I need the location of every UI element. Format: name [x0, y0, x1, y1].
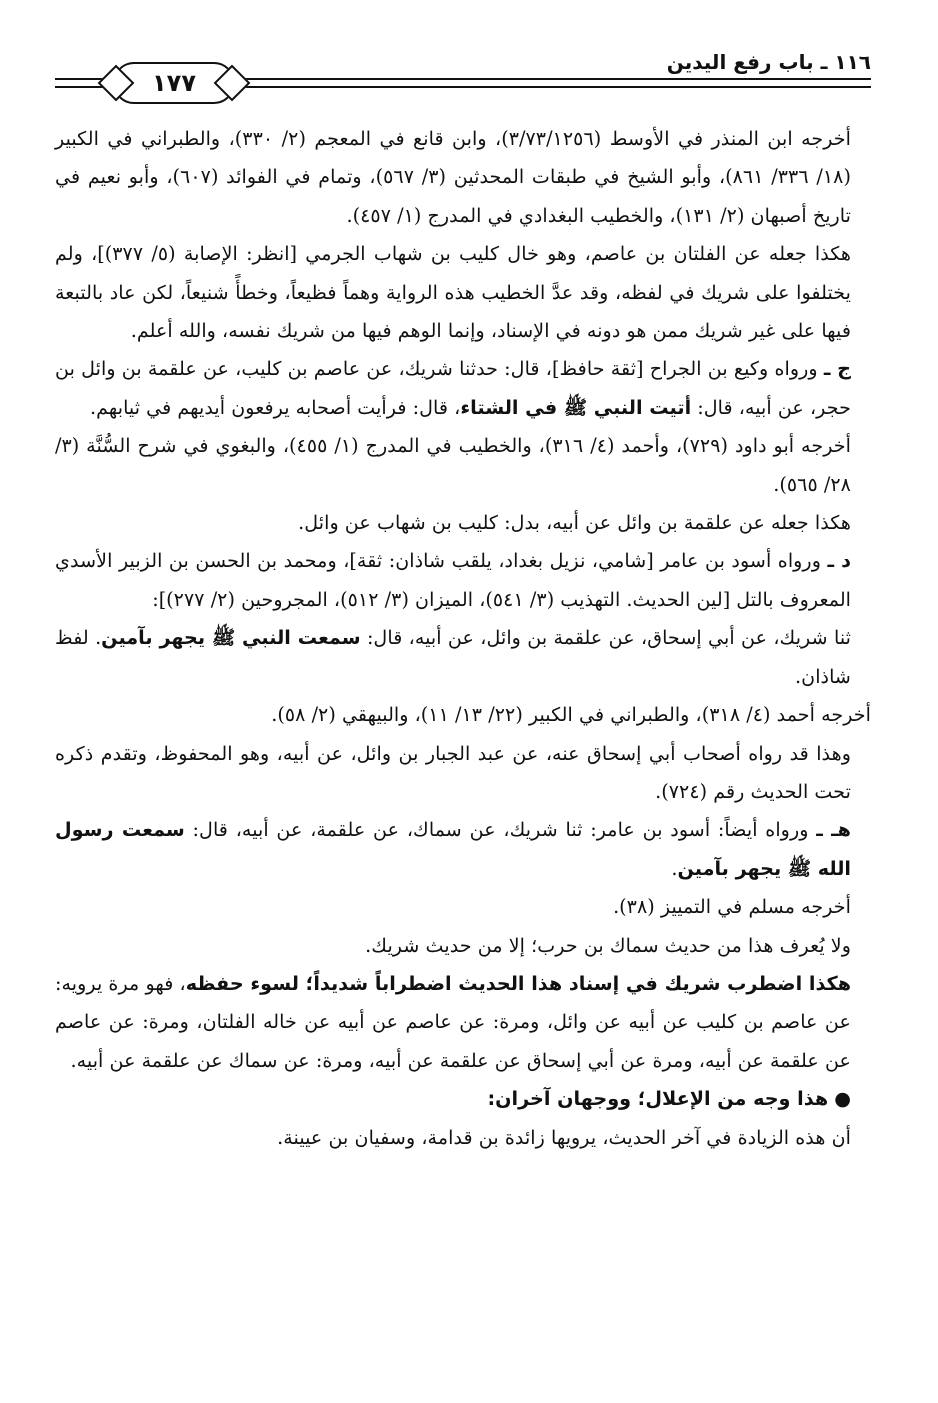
- paragraph: [55, 542, 871, 619]
- paragraph: أخرجه مسلم في التمييز (٣٨).: [613, 895, 851, 919]
- paragraph-text: ، قال: فرأيت أصحابه يرفعون أيديهم في ثيابهم.: [90, 395, 461, 419]
- hadith-quote: سمعت رسول الله ﷺ يجهر بآمين: [55, 818, 851, 880]
- paragraph-text: ورواه أيضاً: أسود بن عامر: ثنا شريك، عن سماك، عن علقمة، عن أبيه، قال:: [184, 818, 809, 842]
- paragraph: [55, 619, 871, 696]
- paragraph: أخرجه أحمد (٤/ ٣١٨)، والطبراني في الكبير (٢٢/ ١٣/ ١١)، والبيهقي (٢/ ٥٨).: [271, 703, 871, 727]
- paragraph: ولا يُعرف هذا من حديث سماك بن حرب؛ إلا من حديث شريك.: [365, 933, 851, 957]
- page-number-badge: [113, 62, 235, 104]
- paragraph-text: ثنا شريك، عن أبي إسحاق، عن علقمة بن وائل، عن أبيه، قال:: [360, 626, 851, 650]
- paragraph: هكذا جعله عن علقمة بن وائل عن أبيه، بدل: كليب بن شهاب عن وائل.: [298, 511, 851, 535]
- emphasis-text: هكذا اضطرب شريك في إسناد هذا الحديث اضطراباً شديداً؛ لسوء حفظه: [185, 971, 852, 995]
- section-letter: هـ ـ: [816, 818, 851, 842]
- paragraph: [55, 965, 871, 1080]
- paragraph: أخرجه ابن المنذر في الأوسط (٣/٧٣/١٢٥٦)، وابن قانع في المعجم (٢/ ٣٣٠)، والطبراني في الكبير (١٨/ ٣٣٦/ ٨٦١)، وأبو الشيخ في طبقات المحدثين (٣/ ٥٦٧)، وتمام في الفوائد (٦٠٧)، وأبو نعيم في تاريخ أصبهان (٢/ ١٣١)، والخطيب البغدادي في المدرج (١/ ٤٥٧).: [55, 127, 851, 227]
- paragraph: أن هذه الزيادة في آخر الحديث، يرويها زائدة بن قدامة، وسفيان بن عيينة.: [277, 1125, 851, 1149]
- section-heading: هذا وجه من الإعلال؛ ووجهان آخران:: [487, 1087, 829, 1111]
- page-number: ١٧٧: [152, 69, 196, 97]
- paragraph-text: ورواه أسود بن عامر [شامي، نزيل بغداد، يلقب شاذان: ثقة]، ومحمد بن الحسن بن الزبير الأسدي المعروف بالتل [لين الحديث. التهذيب (٣/ ٥٤١)، الميزان (٣/ ٥١٢)، المجروحين (٢/ ٢٧٧)]:: [55, 549, 851, 611]
- paragraph: أخرجه أبو داود (٧٢٩)، وأحمد (٤/ ٣١٦)، والخطيب في المدرج (١/ ٤٥٥)، والبغوي في شرح السُّنَّة (٣/ ٢٨/ ٥٦٥).: [55, 434, 851, 496]
- paragraph-text: .: [671, 856, 678, 880]
- book-page: [55, 40, 871, 1363]
- page-header: [55, 40, 871, 104]
- section-letter: ج ـ: [823, 357, 851, 381]
- main-text: [55, 120, 871, 1157]
- hadith-quote: سمعت النبي ﷺ يجهر بآمين: [101, 626, 361, 650]
- paragraph-text: ، فهو مرة يرويه: عن عاصم بن كليب عن أبيه عن وائل، ومرة: عن عاصم عن أبيه عن خاله الفلتان، ومرة: عن عاصم عن علقمة عن أبيه، ومرة عن أبي إسحاق عن علقمة عن أبيه، ومرة: عن سماك عن علقمة عن أبيه.: [55, 971, 851, 1072]
- paragraph: [55, 1080, 871, 1118]
- hadith-quote: أتيت النبي ﷺ في الشتاء: [460, 395, 692, 419]
- paragraph: [55, 350, 871, 427]
- section-letter: د ـ: [827, 549, 851, 573]
- paragraph-text: ورواه وكيع بن الجراح [ثقة حافظ]، قال: حدثنا شريك، عن عاصم بن كليب، عن علقمة بن وائل بن حجر، عن أبيه، قال:: [55, 357, 851, 419]
- paragraph: هكذا جعله عن الفلتان بن عاصم، وهو خال كليب بن شهاب الجرمي [انظر: الإصابة (٥/ ٣٧٧)]، ولم يختلفوا على شريك في لفظه، وقد عدَّ الخطيب هذه الرواية وهماً فظيعاً، وخطأً شنيعاً، لكن عاد بالتبعة فيها على غير شريك ممن هو دونه في الإسناد، وإنما الوهم فيها من شريك نفسه، والله أعلم.: [55, 242, 851, 343]
- bullet-icon: ●: [834, 1087, 851, 1111]
- paragraph-text: . لفظ شاذان.: [55, 626, 851, 688]
- paragraph: وهذا قد رواه أصحاب أبي إسحاق عنه، عن عبد الجبار بن وائل، عن أبيه، وهو المحفوظ، وتقدم ذكره تحت الحديث رقم (٧٢٤).: [55, 741, 851, 803]
- running-title: ١١٦ ـ باب رفع اليدين: [666, 50, 871, 74]
- paragraph: [55, 811, 871, 888]
